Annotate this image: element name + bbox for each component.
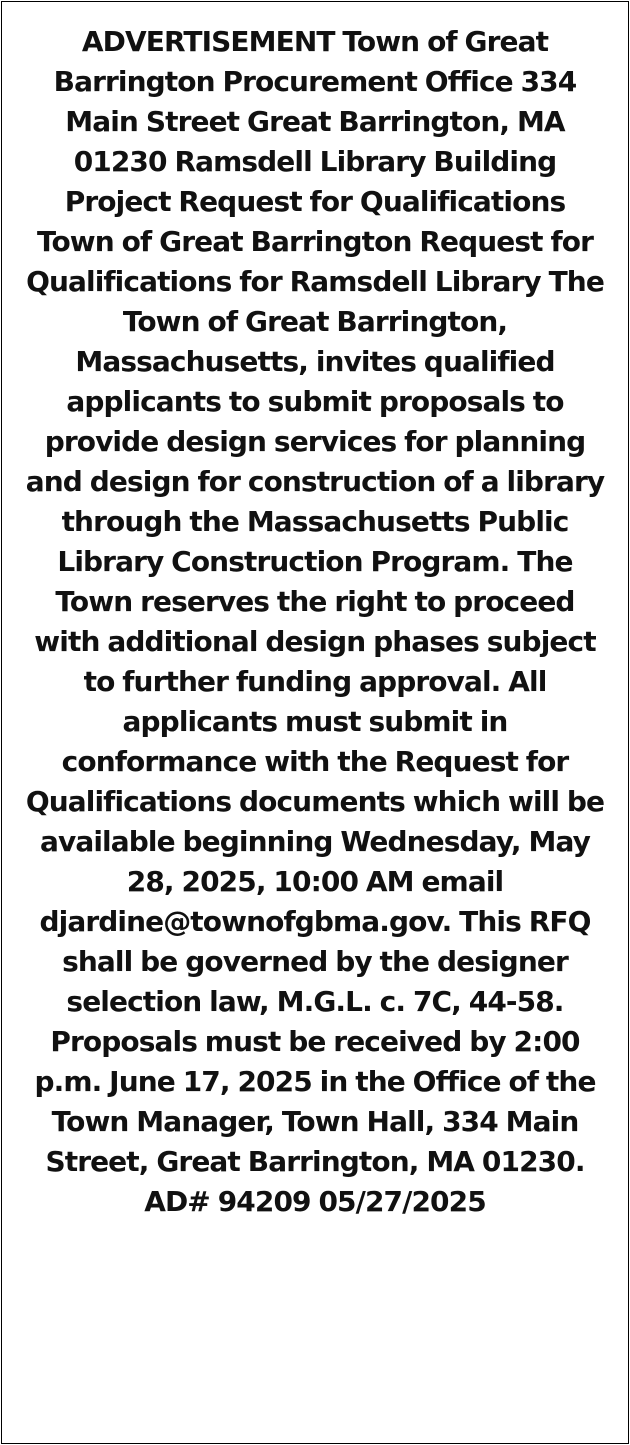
advertisement-frame — [1, 1, 629, 1444]
advertisement-body-text: ADVERTISEMENT Town of Great Barrington Procurement Office 334 Main Street Great Barrington, MA 01230 Ramsdell Library Building Project Request for Qualifications Town of Great Barrington Request for Qualifications for Ramsdell Library The Town of Great Barrington, Massachusetts, invites qualified applicants to submit proposals to provide design services for planning and design for construction of a library through the Massachusetts Public Library Construction Program. The Town reserves the right to proceed with additional design phases subject to further funding approval. All applicants must submit in conformance with the Request for Qualifications documents which will be available beginning Wednesday, May 28, 2025, 10:00 AM email djardine@townofgbma.gov. This RFQ shall be governed by the designer selection law, M.G.L. c. 7C, 44-58. Proposals must be received by 2:00 p.m. June 17, 2025 in the Office of the Town Manager, Town Hall, 334 Main Street, Great Barrington, MA 01230. AD# 94209 05/27/2025 — [25, 25, 605, 1218]
